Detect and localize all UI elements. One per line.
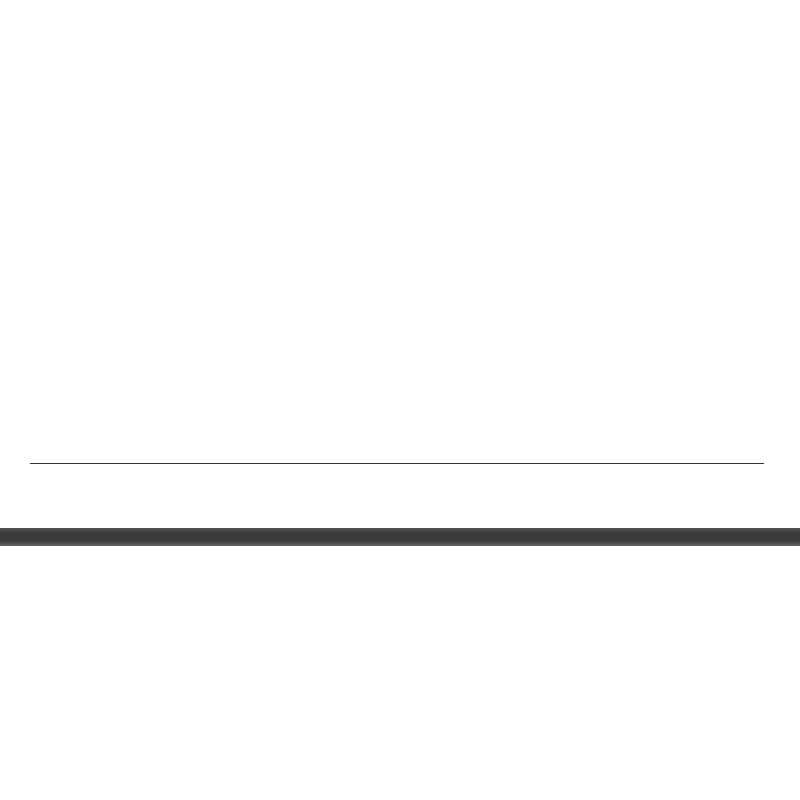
footer-divider	[30, 463, 764, 464]
document-page-4	[0, 546, 800, 800]
page-separator	[0, 528, 800, 546]
